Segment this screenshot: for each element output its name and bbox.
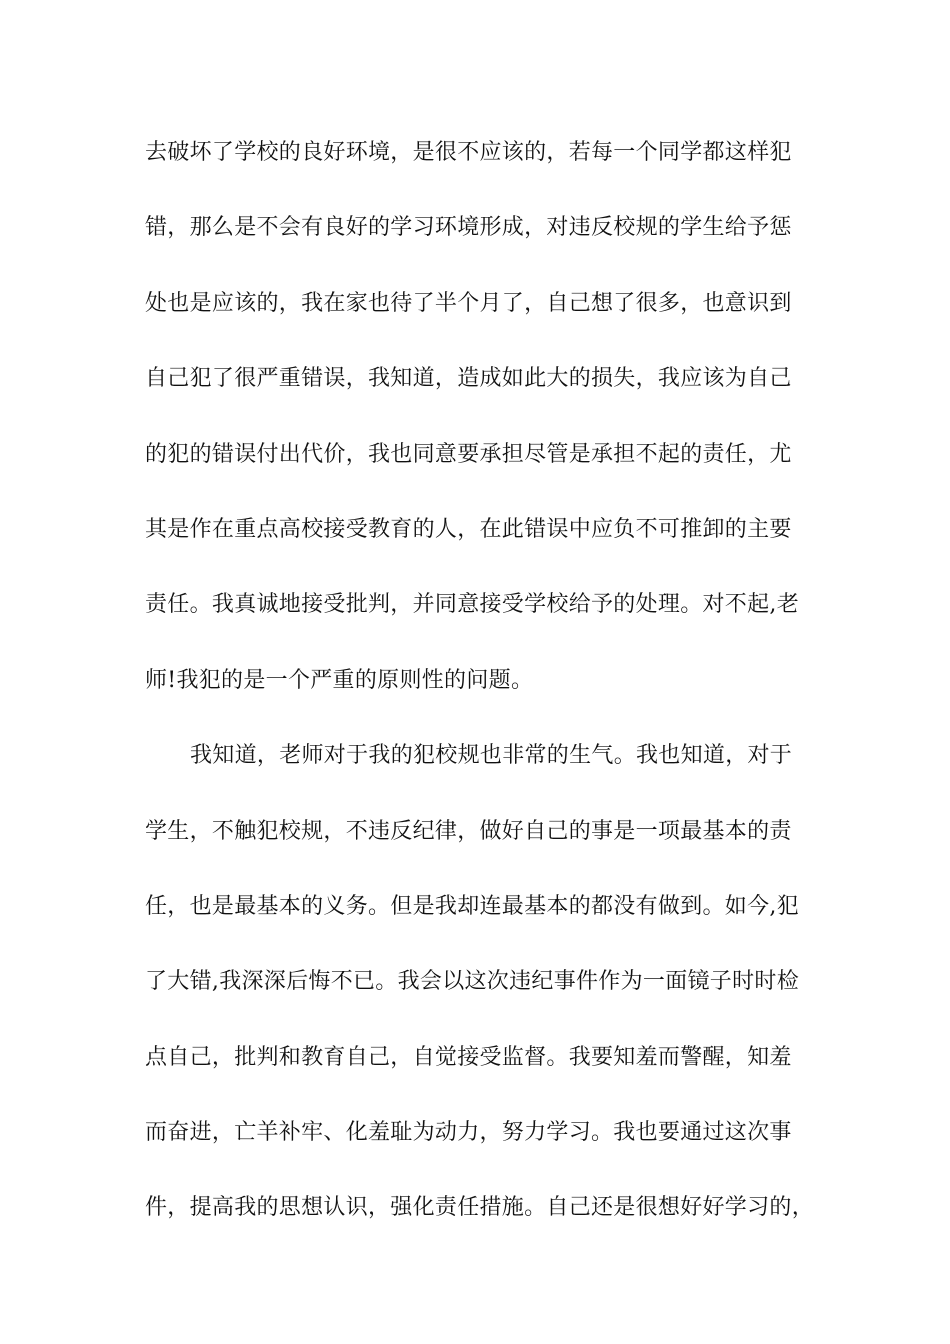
text-line: 而奋进，亡羊补牢、化羞耻为动力，努力学习。我也要通过这次事 (145, 1120, 792, 1146)
text-line: 其是作在重点高校接受教育的人，在此错误中应负不可推卸的主要 (145, 516, 792, 542)
text-line: 师!我犯的是一个严重的原则性的问题。 (145, 667, 534, 693)
body-text (145, 133, 815, 1264)
text-line: 错，那么是不会有良好的学习环境形成，对违反校规的学生给予惩 (145, 215, 792, 241)
text-line: 点自己，批判和教育自己，自觉接受监督。我要知羞而警醒，知羞 (145, 1044, 792, 1070)
text-line: 件，提高我的思想认识，强化责任措施。自己还是很想好好学习的， (145, 1195, 815, 1221)
text-line: 去破坏了学校的良好环境，是很不应该的，若每一个同学都这样犯 (145, 140, 792, 165)
paragraph-start-line: 我知道，老师对于我的犯校规也非常的生气。我也知道，对于 (190, 743, 793, 769)
text-line: 任，也是最基本的义务。但是我却连最基本的都没有做到。如今,犯 (145, 893, 799, 919)
text-line: 的犯的错误付出代价，我也同意要承担尽管是承担不起的责任，尤 (145, 441, 792, 467)
text-line: 责任。我真诚地接受批判，并同意接受学校给予的处理。对不起,老 (145, 592, 799, 618)
text-line: 自己犯了很严重错误，我知道，造成如此大的损失，我应该为自己 (145, 366, 792, 392)
text-line: 处也是应该的，我在家也待了半个月了，自己想了很多，也意识到 (145, 290, 792, 316)
text-line: 了大错,我深深后悔不已。我会以这次违纪事件作为一面镜子时时检 (145, 969, 799, 995)
text-line: 学生，不触犯校规，不违反纪律，做好自己的事是一项最基本的责 (145, 818, 792, 844)
